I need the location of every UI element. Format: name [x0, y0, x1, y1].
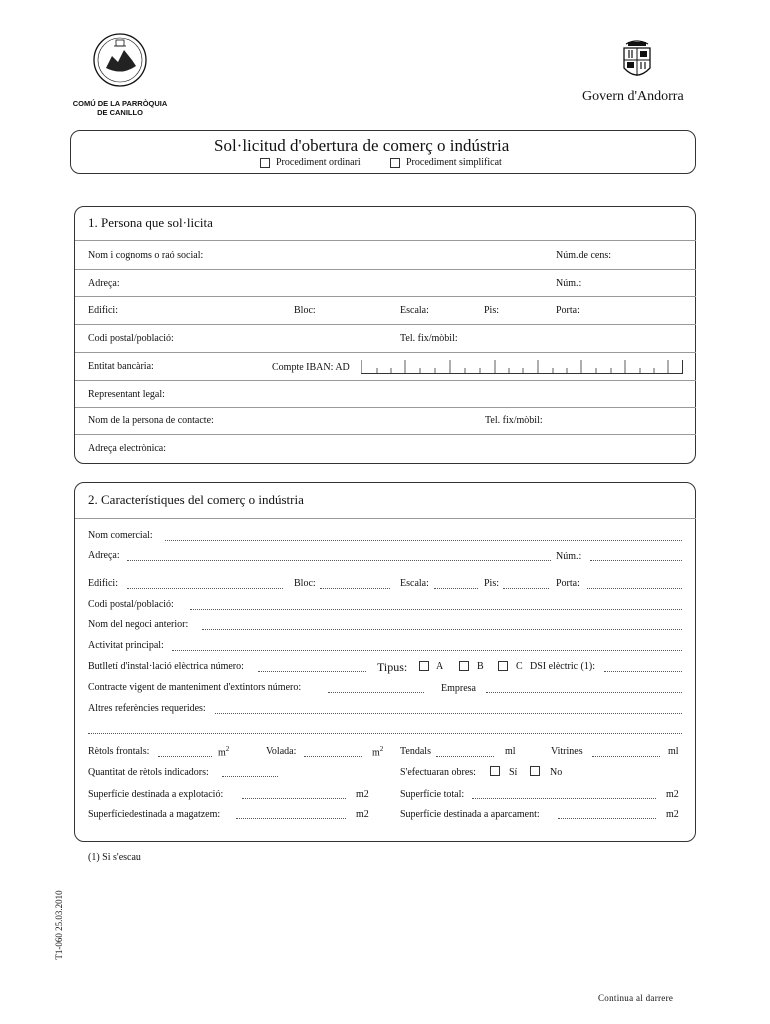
s2-sup-magatzem-unit: m2: [356, 809, 369, 820]
s2-bloc-label: Bloc:: [294, 578, 316, 589]
s2-codi-postal-field[interactable]: [190, 609, 682, 610]
s2-dsi-field[interactable]: [604, 671, 682, 672]
s1-bloc-label: Bloc:: [294, 305, 316, 316]
s1-tel-contacte-label: Tel. fix/mòbil:: [485, 415, 543, 426]
s1-num-cens-label: Núm.de cens:: [556, 250, 611, 261]
s1-adreca-label: Adreça:: [88, 278, 120, 289]
tipus-c-checkbox[interactable]: [498, 661, 508, 671]
coat-of-arms-icon: [620, 38, 654, 84]
s2-tendals-field[interactable]: [436, 756, 494, 757]
s2-sup-explotacio-unit: m2: [356, 789, 369, 800]
s2-escala-field[interactable]: [434, 588, 478, 589]
s2-sup-magatzem-field[interactable]: [236, 818, 346, 819]
obres-si-label: Sí: [509, 767, 518, 778]
s2-pis-field[interactable]: [503, 588, 549, 589]
s2-num-label: Núm.:: [556, 551, 582, 562]
s2-sup-explotacio-field[interactable]: [242, 798, 346, 799]
s2-vitrines-unit: ml: [668, 746, 679, 757]
s2-sup-magatzem-label: Superfíciedestinada a magatzem:: [88, 809, 221, 820]
s2-negoci-anterior-label: Nom del negoci anterior:: [88, 619, 189, 630]
s2-num-field[interactable]: [590, 560, 682, 561]
s2-obres-label: S'efectuaran obres:: [400, 767, 476, 778]
obres-no-label: No: [550, 767, 563, 778]
s1-email-label: Adreça electrònica:: [88, 443, 167, 454]
s2-contracte-label: Contracte vigent de manteniment d'extintors número:: [88, 682, 302, 693]
s2-tendals-unit: ml: [505, 746, 516, 757]
s1-edifici-label: Edifici:: [88, 305, 118, 316]
tipus-b-label: B: [477, 661, 484, 672]
s2-nom-comercial-field[interactable]: [165, 540, 682, 541]
s1-escala-label: Escala:: [400, 305, 429, 316]
s2-adreca-label: Adreça:: [88, 550, 120, 561]
s1-iban-label: Compte IBAN: AD: [272, 362, 350, 373]
footer-continua: Continua al darrere: [598, 993, 674, 1003]
s2-activitat-field[interactable]: [172, 650, 682, 651]
s1-codi-postal-label: Codi postal/població:: [88, 333, 174, 344]
side-code: T1-060 25.03.2010: [54, 890, 64, 960]
obres-no-checkbox[interactable]: [530, 766, 540, 776]
ordinari-label: Procediment ordinari: [276, 157, 361, 168]
s2-quantitat-field[interactable]: [222, 776, 278, 777]
s2-sup-aparcament-field[interactable]: [558, 818, 656, 819]
s2-contracte-field[interactable]: [328, 692, 424, 693]
s2-volada-label: Volada:: [266, 746, 297, 757]
tipus-b-checkbox[interactable]: [459, 661, 469, 671]
s2-edifici-field[interactable]: [127, 588, 283, 589]
tipus-c-label: C: [516, 661, 523, 672]
s2-retols-field[interactable]: [158, 756, 212, 757]
s1-num-label: Núm.:: [556, 278, 582, 289]
tipus-a-checkbox[interactable]: [419, 661, 429, 671]
s2-escala-label: Escala:: [400, 578, 429, 589]
s2-bloc-field[interactable]: [320, 588, 390, 589]
section1-title: 1. Persona que sol·licita: [88, 215, 213, 230]
s2-activitat-label: Activitat principal:: [88, 640, 164, 651]
s1-representant-label: Representant legal:: [88, 389, 165, 400]
s2-retols-label: Rètols frontals:: [88, 746, 150, 757]
s2-sup-total-unit: m2: [666, 789, 679, 800]
s1-entitat-label: Entitat bancària:: [88, 361, 154, 372]
s1-nom-label: Nom i cognoms o raó social:: [88, 250, 204, 261]
s2-altres-field-2[interactable]: [88, 733, 682, 734]
s2-volada-unit: $m^2$: [372, 745, 384, 759]
footnote: (1) Si s'escau: [88, 852, 141, 863]
s2-sup-total-field[interactable]: [472, 798, 656, 799]
s2-sup-aparcament-unit: m2: [666, 809, 679, 820]
s1-contacte-label: Nom de la persona de contacte:: [88, 415, 214, 426]
s2-butlleti-field[interactable]: [258, 671, 366, 672]
s2-quantitat-label: Quantitat de rètols indicadors:: [88, 767, 209, 778]
page-title: Sol·licitud d'obertura de comerç o indústria: [214, 136, 510, 155]
s1-pis-label: Pis:: [484, 305, 500, 316]
left-org-line1: COMÚ DE LA PARRÒQUIA: [72, 99, 168, 108]
s2-porta-label: Porta:: [556, 578, 580, 589]
s2-sup-total-label: Superfície total:: [400, 789, 465, 800]
canillo-logo: [92, 32, 148, 88]
s2-tipus-label: Tipus:: [377, 660, 408, 674]
s2-empresa-label: Empresa: [441, 683, 476, 694]
s2-butlleti-label: Butlletí d'instal·lació elèctrica número:: [88, 661, 244, 672]
tipus-a-label: A: [436, 661, 444, 672]
simplificat-checkbox[interactable]: [390, 158, 400, 168]
canillo-seal-icon: [92, 32, 148, 88]
s2-dsi-label: DSI elèctric (1):: [530, 661, 595, 672]
s1-porta-label: Porta:: [556, 305, 580, 316]
s2-retols-unit: $m^2$: [218, 745, 230, 759]
s2-sup-explotacio-label: Superfície destinada a explotació:: [88, 789, 224, 800]
s2-edifici-label: Edifici:: [88, 578, 118, 589]
s2-vitrines-label: Vitrines: [551, 746, 583, 757]
s2-volada-field[interactable]: [304, 756, 362, 757]
s2-tendals-label: Tendals: [400, 746, 431, 757]
s2-pis-label: Pis:: [484, 578, 500, 589]
s2-altres-field[interactable]: [215, 713, 682, 714]
s2-vitrines-field[interactable]: [592, 756, 660, 757]
s2-altres-label: Altres referències requerides:: [88, 703, 206, 714]
section2-title: 2. Característiques del comerç o indústria: [88, 492, 304, 507]
obres-si-checkbox[interactable]: [490, 766, 500, 776]
s2-porta-field[interactable]: [587, 588, 682, 589]
s2-adreca-field[interactable]: [127, 560, 551, 561]
s2-sup-aparcament-label: Superfície destinada a aparcament:: [400, 809, 540, 820]
govern-andorra: Govern d'Andorra: [582, 89, 684, 104]
left-org-line2: DE CANILLO: [97, 108, 143, 117]
ordinari-checkbox[interactable]: [260, 158, 270, 168]
s2-codi-postal-label: Codi postal/població:: [88, 599, 174, 610]
iban-input[interactable]: [361, 360, 683, 374]
andorra-coat-of-arms: [620, 38, 654, 84]
s2-nom-comercial-label: Nom comercial:: [88, 530, 153, 541]
simplificat-label: Procediment simplificat: [406, 157, 502, 168]
s2-negoci-anterior-field[interactable]: [202, 629, 682, 630]
s1-tel-label: Tel. fix/mòbil:: [400, 333, 458, 344]
s2-empresa-field[interactable]: [486, 692, 682, 693]
